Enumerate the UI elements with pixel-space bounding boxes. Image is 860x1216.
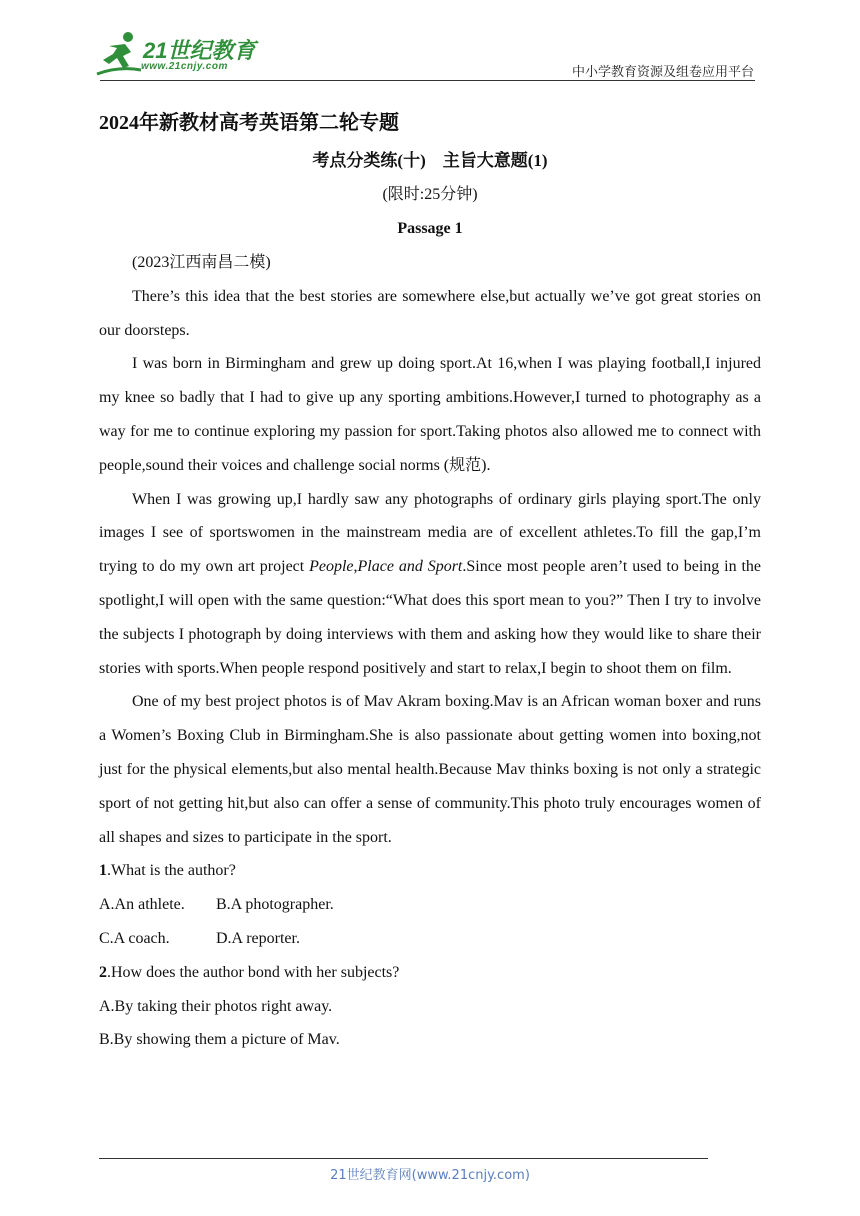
question-text: .What is the author?: [107, 862, 236, 880]
section-subtitle: 考点分类练(十) 主旨大意题(1): [312, 151, 548, 170]
logo-url: www.21cnjy.com: [141, 61, 228, 72]
question-number: 1: [99, 862, 107, 880]
option-c: C.A coach.: [99, 929, 170, 947]
question-text: .How does the author bond with her subjects?: [107, 963, 400, 981]
passage-paragraph: I was born in Birmingham and grew up doing sport.At 16,when I was playing football,I injured my knee so badly that I had to give up any sporting ambitions.However,I turned to photography as a way for me to continue exploring my passion for sport.Taking photos also allowed me to connect with people,sound their voices and challenge social norms (规范).: [99, 355, 761, 474]
option-b: B.By showing them a picture of Mav.: [99, 1031, 340, 1049]
passage-paragraph: One of my best project photos is of Mav Akram boxing.Mav is an African woman boxer and runs a Women’s Boxing Club in Birmingham.She is also passionate about getting women into boxing,not just for the physical elements,but also mental health.Because Mav thinks boxing is not only a strategic sport of not getting hit,but also can offer a sense of community.This photo truly encourages women of all shapes and sizes to participate in the sport.: [99, 693, 761, 846]
paragraph-text: ,: [353, 558, 358, 576]
passage-paragraph: There’s this idea that the best stories are somewhere else,but actually we’ve got great stories on our doorsteps.: [99, 287, 761, 339]
option-d: D.A reporter.: [216, 929, 300, 947]
question-2: [99, 956, 761, 990]
site-logo: [95, 30, 265, 80]
runner-logo-icon: [95, 30, 143, 76]
paragraph-text: When I was growing up,I hardly saw any photographs of ordinary girls playing sport.The only images I see of sportswomen in the mainstream media are of excellent athletes.To fill the gap,I’m trying to do my own art project: [99, 490, 761, 576]
time-limit: (限时:25分钟): [382, 186, 478, 203]
footer-divider: [99, 1158, 708, 1159]
passage-source: (2023江西南昌二模): [132, 254, 271, 271]
logo-text: 21世纪教育: [143, 38, 256, 63]
document-title: 2024年新教材高考英语第二轮专题: [99, 112, 399, 134]
project-title-part: Place and Sport: [357, 558, 463, 576]
passage-paragraph: [99, 483, 761, 686]
project-title-part: People: [309, 558, 354, 576]
paragraph-text: .Since most people aren’t used to being in the spotlight,I will open with the same question:“What does this sport mean to you?” Then I try to involve the subjects I photograph by doing interviews with them and asking how they would like to share their stories with sports.When people respond positively and start to relax,I begin to shoot them on film.: [99, 558, 761, 677]
header-divider: [100, 80, 755, 81]
option-row: [99, 888, 761, 922]
question-number: 2: [99, 963, 107, 981]
platform-name: 中小学教育资源及组卷应用平台: [571, 65, 754, 80]
page-header: [0, 0, 860, 90]
document-body: [99, 106, 761, 1057]
question-1: [99, 854, 761, 888]
footer-text: 21世纪教育网(www.21cnjy.com): [330, 1168, 530, 1183]
option-row: [99, 922, 761, 956]
option-b: B.A photographer.: [216, 896, 334, 914]
passage-label: Passage 1: [397, 220, 463, 237]
option-a: A.An athlete.: [99, 896, 185, 914]
option-a: A.By taking their photos right away.: [99, 997, 333, 1015]
